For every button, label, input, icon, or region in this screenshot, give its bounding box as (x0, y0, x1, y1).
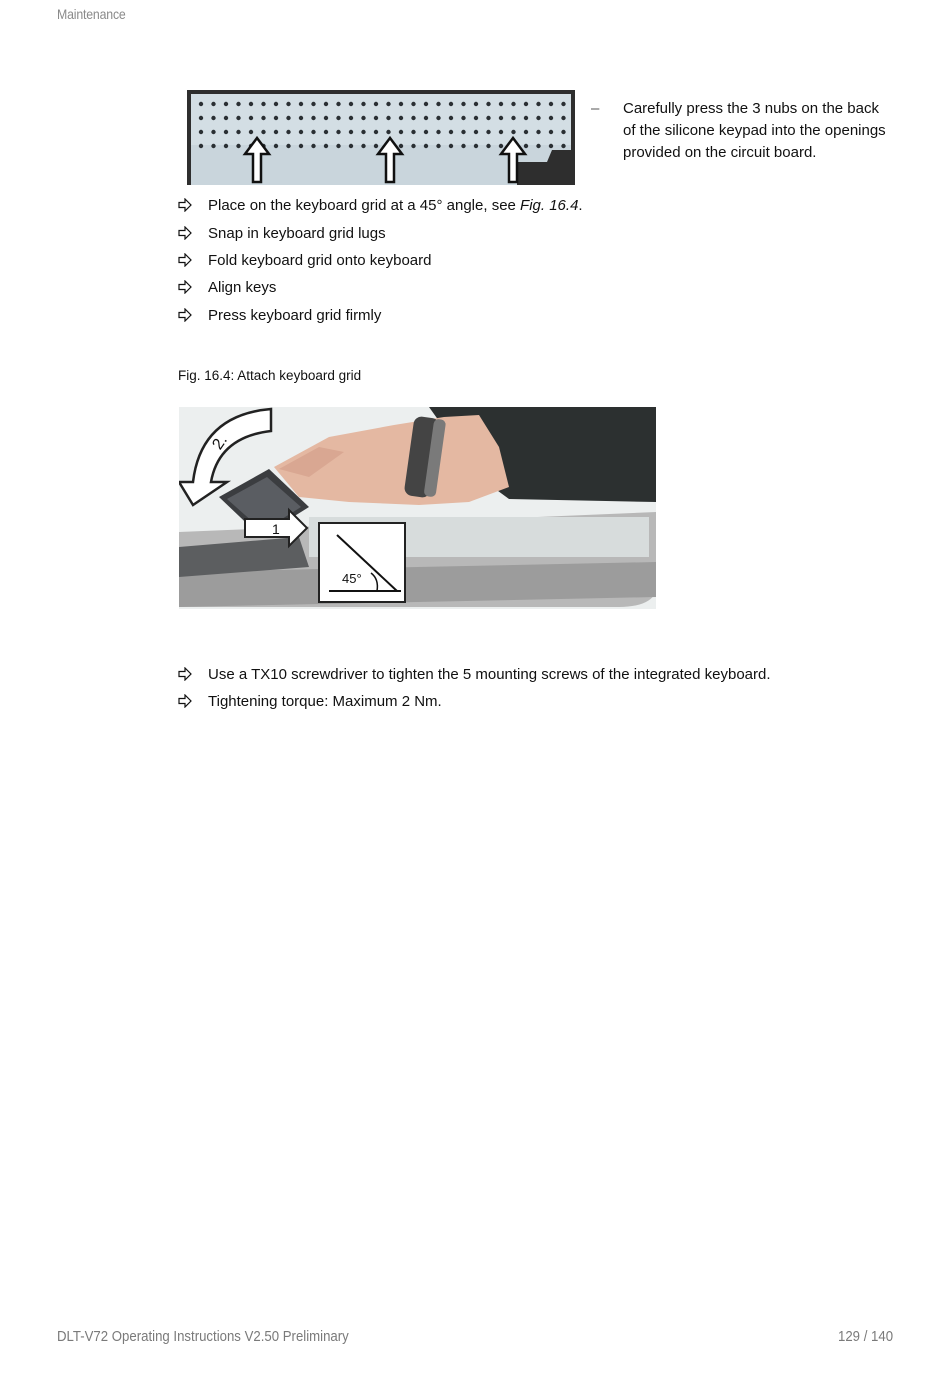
keypad-nub (211, 102, 215, 106)
hollow-arrow-right-icon (178, 308, 192, 322)
keypad-nub (274, 130, 278, 134)
keypad-nub (386, 116, 390, 120)
keypad-nub (336, 102, 340, 106)
keypad-nub (486, 144, 490, 148)
keypad-nub (561, 130, 565, 134)
footer-document-title: DLT-V72 Operating Instructions V2.50 Preliminary (57, 1328, 349, 1345)
keypad-nub (411, 102, 415, 106)
hollow-arrow-right-icon (178, 198, 192, 212)
keypad-nub (211, 116, 215, 120)
step-text: Fold keyboard grid onto keyboard (208, 252, 432, 269)
keypad-nub (499, 144, 503, 148)
keypad-nub (399, 144, 403, 148)
keyboard-grid-photo (179, 407, 656, 609)
keypad-nub (474, 102, 478, 106)
keypad-nub (549, 130, 553, 134)
keypad-nub (324, 144, 328, 148)
keypad-nub (286, 116, 290, 120)
silicone-keypad-photo (187, 90, 575, 185)
keypad-nub (336, 144, 340, 148)
keypad-nub (449, 102, 453, 106)
hollow-arrow-right-icon (178, 694, 192, 708)
keypad-nub (324, 130, 328, 134)
step-text: Snap in keyboard grid lugs (208, 225, 386, 242)
hollow-arrow-right-icon (178, 253, 192, 267)
keypad-nub (386, 102, 390, 106)
keypad-nub (261, 130, 265, 134)
keypad-nub (424, 116, 428, 120)
keypad-nub (236, 144, 240, 148)
keypad-nub (236, 102, 240, 106)
keypad-nub (474, 144, 478, 148)
keypad-nub (349, 116, 353, 120)
keypad-nub (549, 116, 553, 120)
keypad-nub (461, 116, 465, 120)
keypad-nub (536, 130, 540, 134)
keypad-nub (199, 130, 203, 134)
keypad-nub (561, 144, 565, 148)
keypad-nub (311, 130, 315, 134)
keypad-nub (249, 130, 253, 134)
keypad-nub (474, 116, 478, 120)
keypad-nub (349, 144, 353, 148)
curved-arrow-label: 2. (209, 432, 231, 453)
hollow-arrow-right-icon (178, 667, 192, 681)
keypad-nub (361, 144, 365, 148)
step-text: Press keyboard grid firmly (208, 307, 382, 324)
keypad-nub (274, 102, 278, 106)
keypad-nub (299, 144, 303, 148)
keypad-nub (374, 144, 378, 148)
keypad-nub (299, 102, 303, 106)
keypad-nub (461, 102, 465, 106)
keypad-nub (224, 130, 228, 134)
keypad-nub (474, 130, 478, 134)
keypad-nub (199, 102, 203, 106)
keypad-nub (274, 144, 278, 148)
keypad-nub (549, 144, 553, 148)
keypad-nub (361, 130, 365, 134)
keypad-nub (524, 144, 528, 148)
footer-page-number: 129 / 140 (838, 1328, 894, 1345)
keypad-nub (411, 144, 415, 148)
keypad-nub (536, 116, 540, 120)
running-header-section: Maintenance (57, 6, 126, 22)
straight-arrow-label: 1 (272, 521, 280, 537)
keypad-nub (286, 102, 290, 106)
keypad-nub (499, 130, 503, 134)
keypad-nub (561, 102, 565, 106)
keypad-nub (261, 116, 265, 120)
keypad-nub (311, 144, 315, 148)
keypad-nub (449, 144, 453, 148)
keypad-nub (224, 102, 228, 106)
step-text: Place on the keyboard grid at a 45° angle, see Fig. 16.4. (208, 197, 583, 214)
keypad-nub (524, 102, 528, 106)
keypad-nub (274, 116, 278, 120)
keypad-nub (399, 130, 403, 134)
keypad-nub (199, 144, 203, 148)
keypad-nub (436, 130, 440, 134)
keypad-nub (424, 102, 428, 106)
keypad-nub (449, 130, 453, 134)
keypad-nub (299, 130, 303, 134)
keypad-nub (436, 144, 440, 148)
keypad-nub (349, 102, 353, 106)
keypad-nub (324, 102, 328, 106)
keypad-nub (386, 130, 390, 134)
keypad-nub (399, 102, 403, 106)
step-text: Use a TX10 screwdriver to tighten the 5 mounting screws of the integrated keyboard. (208, 666, 771, 683)
keypad-nub (436, 102, 440, 106)
keypad-nub (424, 144, 428, 148)
keypad-nub (511, 130, 515, 134)
keypad-nub (424, 130, 428, 134)
hollow-arrow-right-icon (178, 226, 192, 240)
note-dash: – (591, 100, 600, 117)
keypad-nub (361, 116, 365, 120)
keypad-nub (374, 130, 378, 134)
keypad-nub (236, 130, 240, 134)
keypad-nub (536, 144, 540, 148)
angle-label: 45° (342, 571, 362, 586)
keypad-nub (336, 130, 340, 134)
keypad-nub (449, 116, 453, 120)
keypad-nub (249, 102, 253, 106)
keypad-nub (199, 116, 203, 120)
keypad-nub (549, 102, 553, 106)
keypad-nub (524, 116, 528, 120)
keypad-nub (324, 116, 328, 120)
figure-caption: Fig. 16.4: Attach keyboard grid (178, 368, 362, 383)
keypad-nub (336, 116, 340, 120)
step-text: Align keys (208, 279, 277, 296)
keypad-nub (211, 144, 215, 148)
keypad-nub (561, 116, 565, 120)
keypad-nub (486, 102, 490, 106)
keypad-nub (286, 130, 290, 134)
keypad-nub (486, 130, 490, 134)
hollow-arrow-right-icon (178, 280, 192, 294)
keypad-nub (286, 144, 290, 148)
keypad-nub (511, 102, 515, 106)
keypad-nub (486, 116, 490, 120)
keypad-nub (224, 144, 228, 148)
keypad-nub (349, 130, 353, 134)
keypad-nub (261, 102, 265, 106)
keypad-nub (311, 102, 315, 106)
step-text: Tightening torque: Maximum 2 Nm. (208, 693, 442, 710)
keypad-nub (411, 130, 415, 134)
keypad-nub (411, 116, 415, 120)
keypad-nub (399, 116, 403, 120)
keypad-nub (249, 116, 253, 120)
keypad-nub (311, 116, 315, 120)
keypad-nub (536, 102, 540, 106)
keypad-nub (374, 102, 378, 106)
keypad-nub (499, 116, 503, 120)
keypad-nub (374, 116, 378, 120)
note-text: Carefully press the 3 nubs on the back of the silicone keypad into the openings provided on the circuit board. (623, 100, 886, 161)
keypad-nub (524, 130, 528, 134)
figure-reference: Fig. 16.4 (520, 197, 579, 214)
keypad-nub (499, 102, 503, 106)
keypad-nub (436, 116, 440, 120)
keypad-nub (224, 116, 228, 120)
keypad-nub (299, 116, 303, 120)
keypad-nub (461, 130, 465, 134)
keypad-nub (461, 144, 465, 148)
keypad-nub (211, 130, 215, 134)
keypad-nub (511, 116, 515, 120)
keypad-nub (236, 116, 240, 120)
keypad-nub (361, 102, 365, 106)
